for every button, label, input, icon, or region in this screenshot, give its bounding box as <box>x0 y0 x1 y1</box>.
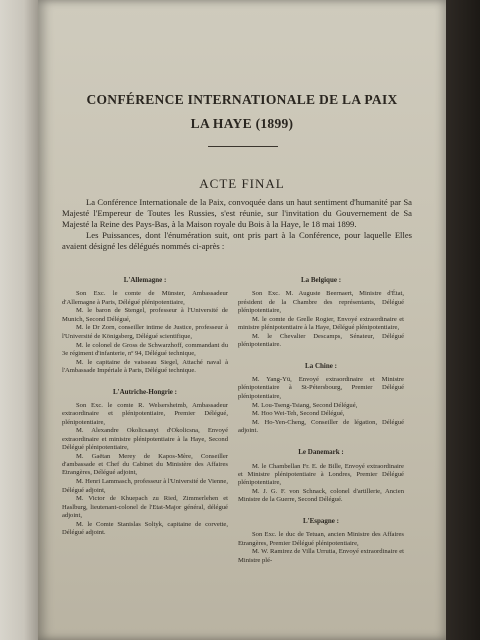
section-heading-acte-final: ACTE FINAL <box>199 176 285 191</box>
intro-text <box>62 197 412 252</box>
country-heading-espagne: L'Espagne : <box>303 517 339 526</box>
delegate-entry: M. le Chevalier Descamps, Sénateur, Délégué plénipotentiaire. <box>238 332 404 349</box>
delegate-entry: M. le baron de Stengel, professeur à l'Université de Munich, Second Délégué, <box>62 307 228 323</box>
delegate-entry: M. Lou-Tseng-Tsiang, Second Délégué, <box>252 401 358 409</box>
country-heading-danemark: Le Danemark : <box>298 448 344 457</box>
country-heading-allemagne: L'Allemagne : <box>123 276 167 284</box>
document-title-line-1: CONFÉRENCE INTERNATIONALE DE LA PAIX <box>86 92 398 107</box>
delegates-left-column <box>62 272 228 538</box>
delegate-entry: M. le Dr Zorn, conseiller intime de Justice, professeur à l'Université de Königsberg, Délégué scientifique, <box>62 324 228 340</box>
delegate-entry: M. le Comte Stanislas Soltyk, capitaine de corvette, Délégué adjoint. <box>62 520 228 537</box>
delegate-entry: Son Exc. M. Auguste Beernaert, Ministre d'État, président de la Chambre des représentants, Délégué plénipotentiaire, <box>238 290 404 314</box>
delegate-entry: M. Henri Lammasch, professeur à l'Université de Vienne, Délégué adjoint, <box>62 478 228 494</box>
intro-paragraph: La Conférence Internationale de la Paix, convoquée dans un haut sentiment d'humanité par Sa Majesté l'Empereur de Toutes les Russies, s'est réunie, sur l'invitation du Gouvernement de Sa Majesté la Reine des Pays-Bas, à la Maison royale du Bois à la Haye, le 18 mai 1899. <box>62 197 412 229</box>
country-heading-chine: La Chine : <box>305 361 337 370</box>
delegate-entry: Son Exc. le comte R. Welsersheimb, Ambassadeur extraordinaire et plénipotentiaire, Premier Délégué, plénipotentiaire, <box>62 402 228 426</box>
delegate-entry: Son Exc. le duc de Tetuan, ancien Ministre des Affaires Etrangères, Premier Délégué plénipotentiaire, <box>238 531 404 547</box>
title-divider <box>208 146 278 147</box>
dark-background <box>444 0 480 640</box>
country-heading-belgique: La Belgique : <box>300 276 342 284</box>
delegate-entry: M. le capitaine de vaisseau Siegel, Attaché naval à l'Ambassade Impériale à Paris, Délégué technique. <box>62 358 228 374</box>
document-title-line-2: LA HAYE (1899) <box>190 116 294 131</box>
delegate-entry: M. Hoo Wei-Teh, Second Délégué, <box>252 410 345 418</box>
document-page <box>38 0 446 640</box>
delegate-entry: M. le comte de Grelle Rogier, Envoyé extraordinaire et ministre plénipotentiaire à la Haye, Délégué plénipotentiaire, <box>238 315 404 331</box>
intro-paragraph: Les Puissances, dont l'énumération suit, ont pris part à la Conférence, pour laquelle Elles avaient désigné les délégués nommés ci-après : <box>62 230 412 251</box>
delegate-entry: M. Alexandre Okolicsanyi d'Okolicsna, Envoyé extraordinaire et ministre plénipotentiaire à la Haye, Second Délégué plénipotentiaire, <box>62 427 228 452</box>
delegate-entry: M. Ho-Yen-Cheng, Conseiller de légation, Délégué adjoint. <box>238 419 404 435</box>
delegate-entry: M. W. Ramirez de Villa Urrutia, Envoyé extraordinaire et Ministre plé- <box>238 548 404 564</box>
delegate-entry: M. le Chambellan Fr. E. de Bille, Envoyé extraordinaire et Ministre plénipotentiaire à Londres, Premier Délégué plénipotentiaire, <box>238 462 404 487</box>
adjacent-page-edge <box>0 0 40 640</box>
country-heading-autriche-hongrie: L'Autriche-Hongrie : <box>113 387 177 396</box>
delegate-entry: M. Victor de Khuepach zu Ried, Zimmerlehen et Haslburg, lieutenant-colonel de l'Etat-Major général, délégué adjoint, <box>62 495 228 519</box>
delegate-entry: Son Exc. le comte de Münster, Ambassadeur d'Allemagne à Paris, Délégué plénipotentiaire, <box>62 290 228 306</box>
delegate-entry: M. Gaëtan Merey de Kapos-Mère, Conseiller d'ambassade et Chef du Cabinet du Ministère des Affaires Etrangères, Délégué adjoint, <box>62 452 228 477</box>
delegate-entry: M. J. G. F. von Schnack, colonel d'artillerie, Ancien Ministre de la Guerre, Second Délégué. <box>238 487 404 504</box>
delegate-entry: M. Yang-Yü, Envoyé extraordinaire et Ministre plénipotentiaire à St-Pétersbourg, Premier Délégué plénipotentiaire, <box>238 376 404 400</box>
delegates-right-column <box>238 272 404 566</box>
delegate-entry: M. le colonel de Gross de Schwarzhoff, commandant du 3e régiment d'infanterie, nº 94, Délégué technique, <box>62 341 228 357</box>
